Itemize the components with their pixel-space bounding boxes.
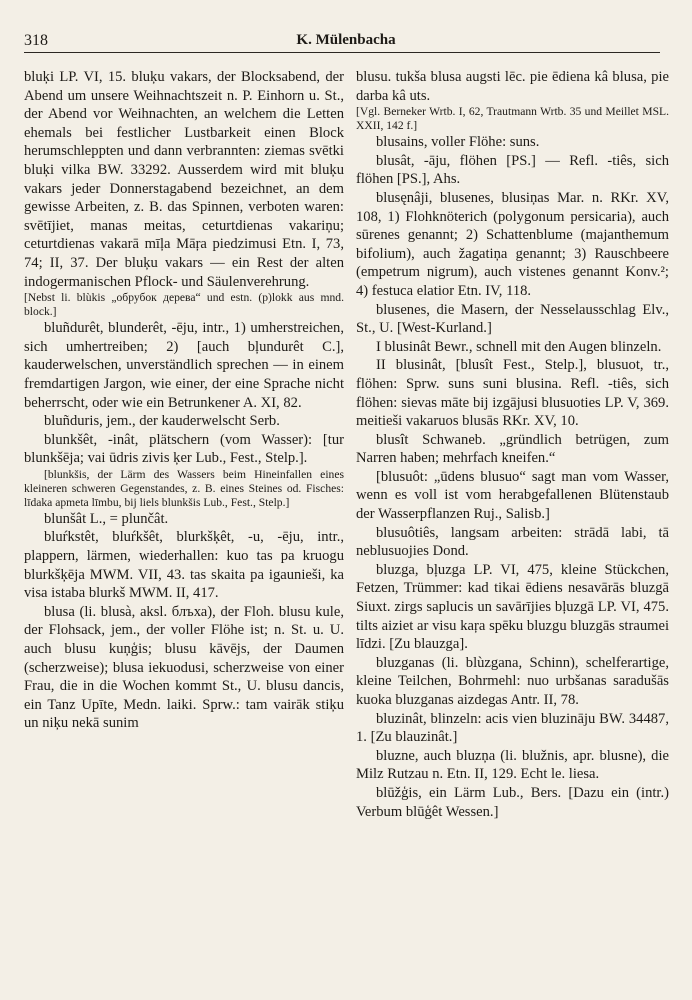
entry: blūžģis, ein Lärm Lub., Bers. [Dazu ein (intr.) Verbum blūģêt Wessen.] xyxy=(356,784,669,820)
entry: blunšât L., = plunčât. xyxy=(44,510,169,527)
entry: blusu. tukša blusa augsti lēc. pie ēdiena kâ blusa, pie darba kâ uts. xyxy=(356,69,669,104)
entry: blusains, voller Flöhe: suns. xyxy=(376,134,540,151)
entry: blusuôtiês, langsam arbeiten: strādā labi, tā neblusuojies Dond. xyxy=(356,524,669,560)
entry-note: [Nebst li. blùkis „обрубок дерева“ und estn. (p)lokk aus mnd. block.] xyxy=(24,291,344,319)
entry: bluzinât, blinzeln: acis vien bluzināju BW. 34487, 1. [Zu blauzinât.] xyxy=(356,710,669,746)
entry: I blusinât Bewr., schnell mit den Augen blinzeln. xyxy=(376,338,662,355)
header-rule xyxy=(24,52,660,53)
page-number: 318 xyxy=(24,32,48,49)
entry: bluķi LP. VI, 15. bluķu vakars, der Blocksabend, der Abend um unsere Weihnachtszeit n. P. Einhorn u. St., der Abend vor Weihnachten, an welchem die Letten ehemals bei festlicher Lustbarkeit einen Block herumschleppten und dann verbrannten: ziemas svētki bluķi vilka BW. 33292. Ausserdem wird mit bluķu vakars jeder Donnerstagabend bezeichnet, an dem gewisse Arbeiten, z. B. das Spinnen, verboten waren: svētījiet, manas meitas, ceturtdienas vakariņu; ceturtdienas vakarā mīļa Māŗa piedzimusi Etn. I, 73, 74; II, 37. Der bluķu vakars — ein Rest der alten indogermanischen Pflock- und Säulenverehrung. xyxy=(24,69,344,290)
entry: blunkšêt, -inât, plätschern (vom Wasser): [tur blunkšēja; vai ūdris zivis ķer Lub., Fest., Stelp.]. xyxy=(24,431,344,467)
entry: bluzne, auch bluzņa (li. blužnis, apr. blusne), die Milz Rutzau n. Etn. II, 129. Echt le. liesa. xyxy=(356,747,669,783)
entry: bluzganas (li. blùzgana, Schinn), schelferartige, kleine Teilchen, Bohrmehl: nuo urbšanas saradušās kuoka bluzganas aizdegas Antr. II, 78. xyxy=(356,654,669,708)
entry: bluzga, bļuzga LP. VI, 475, kleine Stückchen, Fetzen, Trümmer: kad tikai ēdiens nesavārās bluzgā Siuxt. zirgs saplucis un savārījies bļuzgā LP. VI, 475. tilts aiziet ar visu kaŗa spēku bluzgu bluzgās straumei līdzi. [Zu blauzga]. xyxy=(356,561,669,653)
right-column xyxy=(356,68,669,821)
left-column xyxy=(24,68,344,733)
entry-note: [Vgl. Berneker Wrtb. I, 62, Trautmann Wrtb. 35 und Meillet MSL. XXII, 142 f.] xyxy=(356,105,669,133)
entry: bluñdurêt, blunderêt, -ēju, intr., 1) umherstreichen, sich umhertreiben; 2) [auch bļundurêt C.], kauderwelschen, unverständlich sprechen — in einem fremdartigen Jargon, wie einer, der eine Sprache nicht beherrscht, oder wie ein Betrunkener A. XI, 82. xyxy=(24,320,344,411)
entry: blusa (li. blusà, aksl. блъха), der Floh. blusu kule, der Flohsack, jem., der voller Flöhe ist; n. St. u. U. auch blusu kuņģis; blusu kāvējs, der Daumen (scherzweise); blusa iekuodusi, scherzweise von einer Frau, die in die Wochen kommt St., U. blusu dancis, ein Tanz Upīte, Medn. laiki. Sprw.: tam vairāk stiķu un niķu nekā sunim xyxy=(24,603,344,732)
entry: blusęnâji, blusenes, blusiņas Mar. n. RKr. XV, 108, 1) Flohknöterich (polygonum persicaria), auch sūrenes genannt; 2) Schattenblume (majanthemum bifolium), auch žagatiņa genannt; 3) Rauschbeere (empetrum nigrum), auch vistenes genannt Konv.²; 4) festuca elatior Etn. IV, 118. xyxy=(356,189,669,299)
entry: bluñduris, jem., der kauderwelscht Serb. xyxy=(44,413,280,430)
entry-note: [blunkšis, der Lärm des Wassers beim Hineinfallen eines kleineren schweren Gegenstandes, z. B. eines Steines od. Fisches: līdaka apmeta līmbu, bij liels blunkšis Lub., Fest., Stelp.] xyxy=(24,467,344,509)
entry: bluŕkstêt, bluŕkšêt, blurkšķêt, -u, -ēju, intr., plappern, lärmen, wiederhallen: kuo tas pa kruogu blurkšķēja MWM. VII, 43. tas skaita pa igaunieši, ka visa istaba blurkš MWM. II, 417. xyxy=(24,529,344,602)
running-head: K. Mülenbacha xyxy=(296,32,396,48)
entry: [blusuôt: „ūdens blusuo“ sagt man vom Wasser, wenn es voll ist vom herabgefallenen Blütenstaub der Wasserpflanzen Ruj., Salisb.] xyxy=(356,468,669,523)
entry: blusît Schwaneb. „gründlich betrügen, zum Narren haben; mehrfach kneifen.“ xyxy=(356,431,669,467)
entry: blusenes, die Masern, der Nesselausschlag Elv., St., U. [West-Kurland.] xyxy=(356,301,669,337)
entry: II blusinât, [blusît Fest., Stelp.], blusuot, tr., flöhen: Sprw. suns suni blusina. Refl. -tiês, sich flöhen: sievas māte bij izgājusi blusuoties LP. V, 369. meitieši vakaruos blusās RKr. XV, 10. xyxy=(356,357,669,430)
entry: blusât, -āju, flöhen [PS.] — Refl. -tiês, sich flöhen [PS.], Ahs. xyxy=(356,152,669,188)
